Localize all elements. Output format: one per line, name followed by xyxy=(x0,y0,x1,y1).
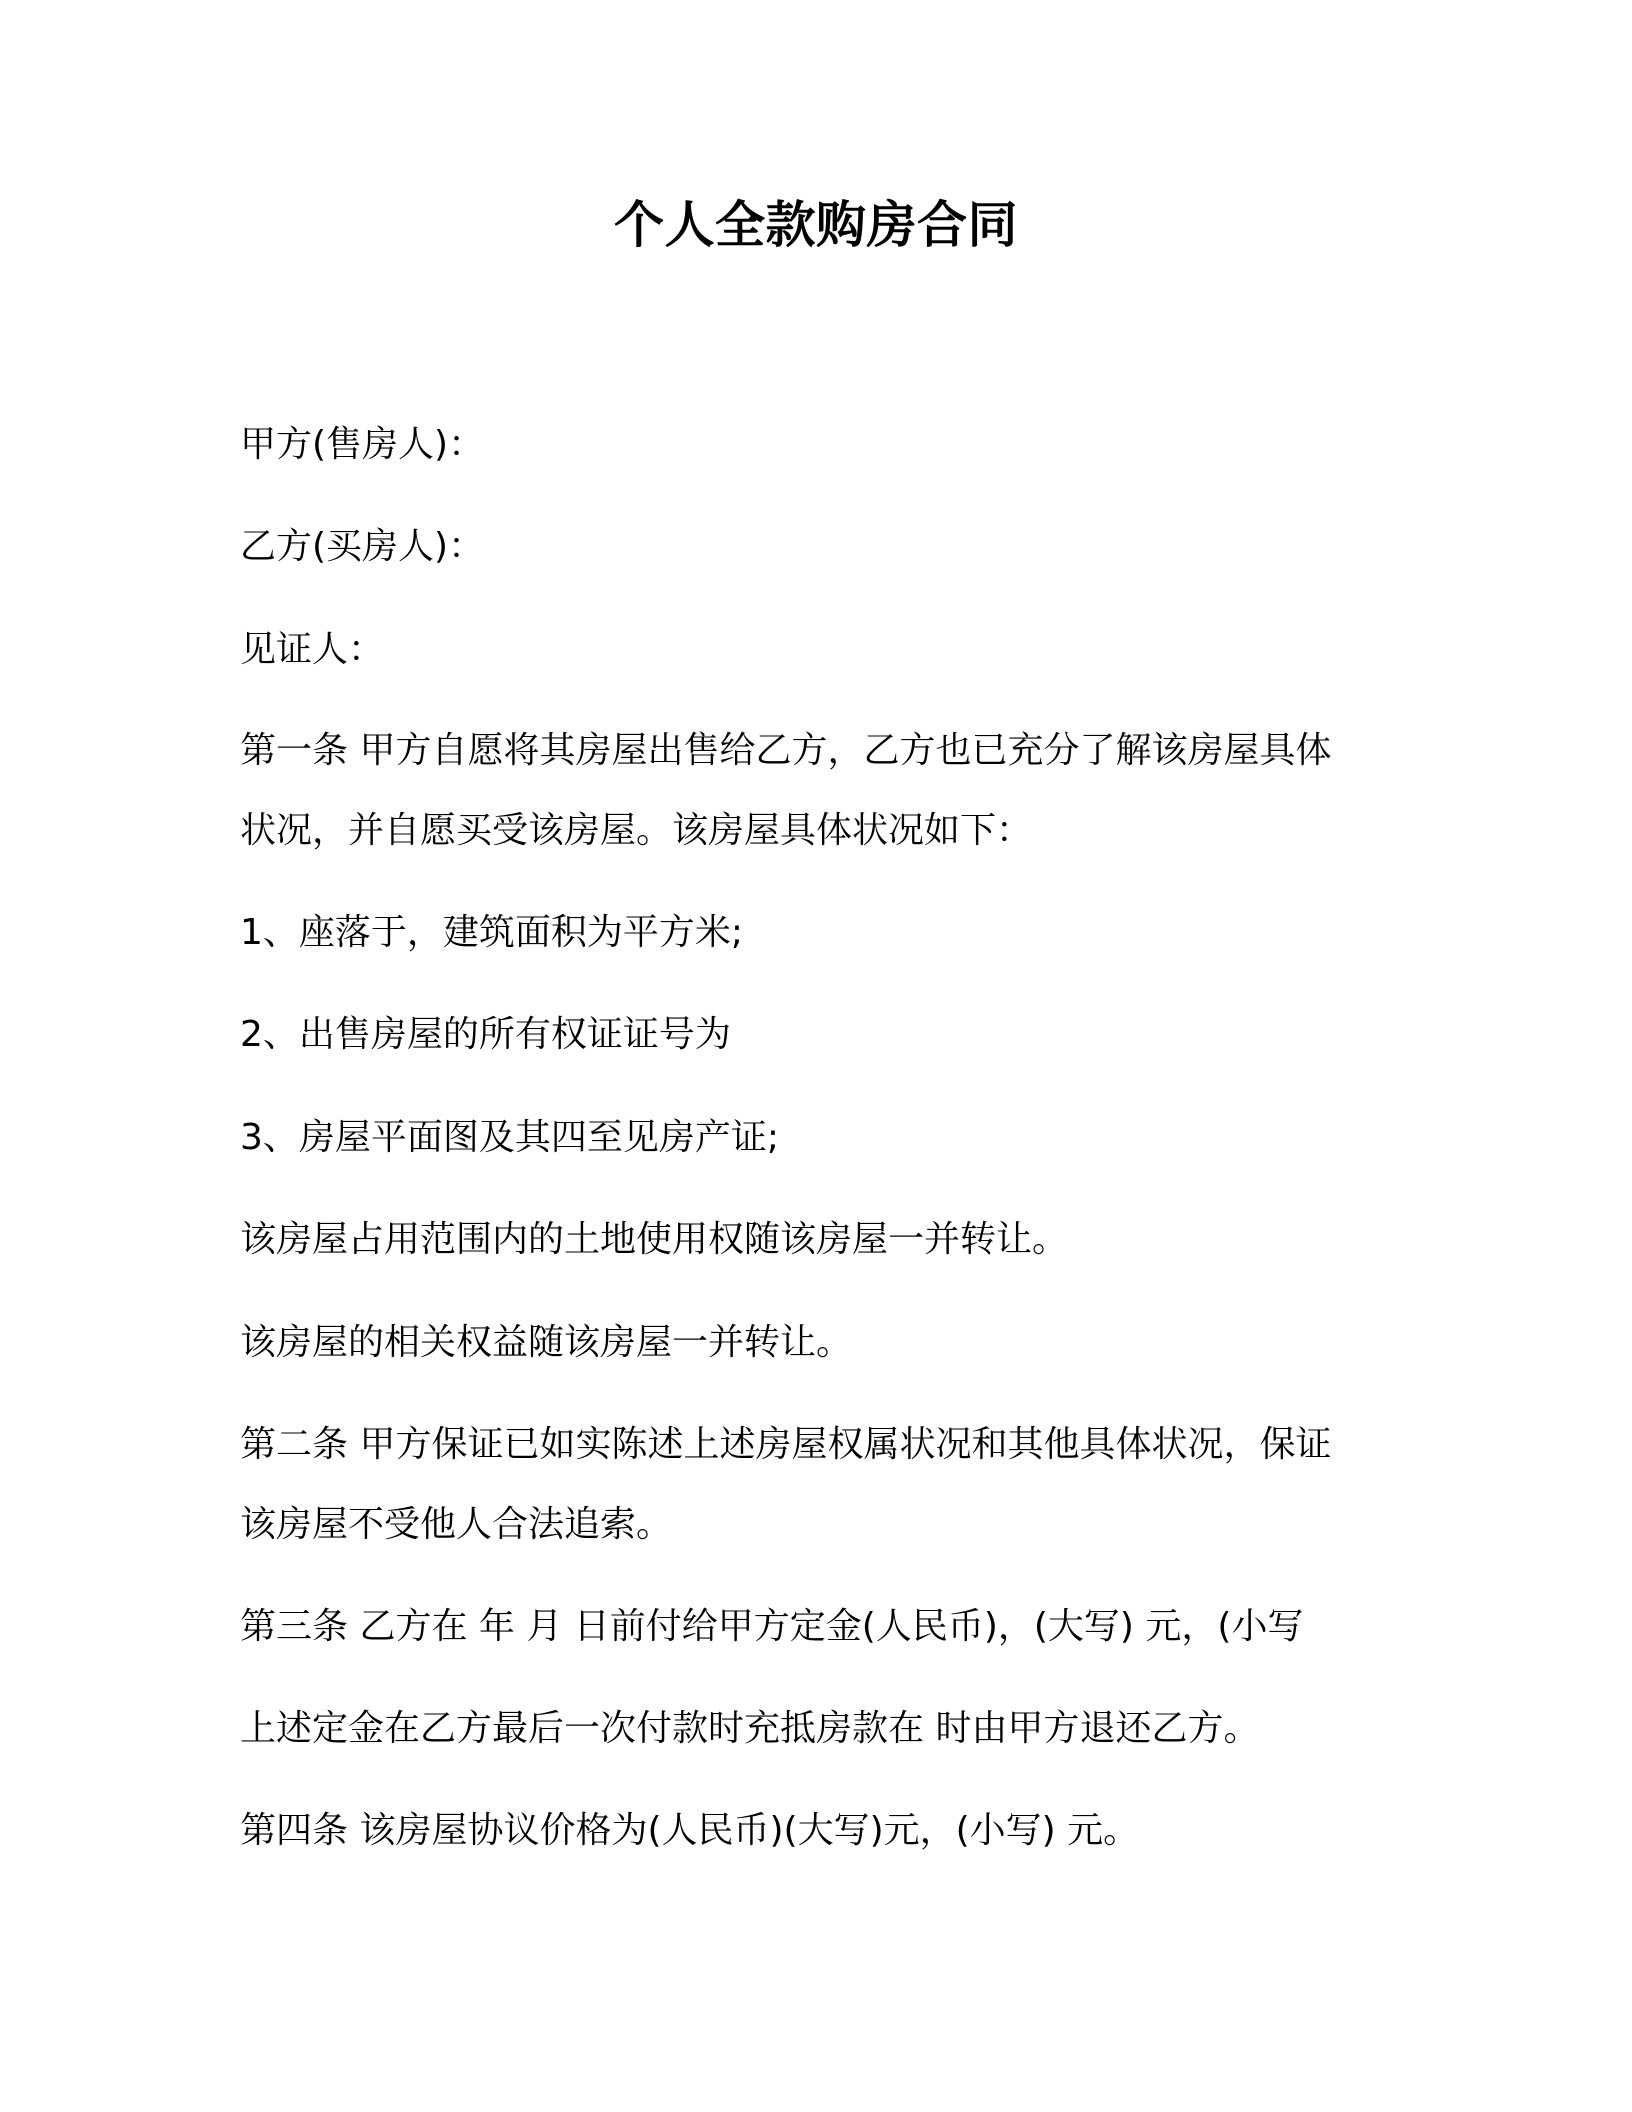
article-3-line-2: 上述定金在乙方最后一次付款时充抵房款在 时由甲方退还乙方。 xyxy=(240,1708,1260,1749)
related-rights-line: 该房屋的相关权益随该房屋一并转让。 xyxy=(240,1322,853,1363)
document-title: 个人全款购房合同 xyxy=(614,196,1018,254)
property-item-2: 2、出售房屋的所有权证证号为 xyxy=(240,1014,731,1055)
party-b-line: 乙方(买房人)： xyxy=(240,526,485,567)
land-rights-line: 该房屋占用范围内的土地使用权随该房屋一并转让。 xyxy=(240,1219,1069,1260)
property-item-1: 1、座落于，建筑面积为平方米; xyxy=(240,912,744,953)
article-2-line-2: 该房屋不受他人合法追索。 xyxy=(240,1504,673,1545)
article-4-line-1: 第四条 该房屋协议价格为(人民币)(大写)元，(小写) 元。 xyxy=(240,1810,1140,1851)
party-a-line: 甲方(售房人)： xyxy=(240,424,485,465)
article-1-line-2: 状况，并自愿买受该房屋。该房屋具体状况如下： xyxy=(240,810,1033,851)
property-item-3: 3、房屋平面图及其四至见房产证; xyxy=(240,1117,780,1158)
article-2-line-1: 第二条 甲方保证已如实陈述上述房屋权属状况和其他具体状况，保证 xyxy=(240,1424,1332,1465)
witness-line: 见证人： xyxy=(240,629,385,670)
article-3-line-1: 第三条 乙方在 年 月 日前付给甲方定金(人民币)，(大写) 元，(小写 xyxy=(240,1606,1304,1647)
article-1-line-1: 第一条 甲方自愿将其房屋出售给乙方，乙方也已充分了解该房屋具体 xyxy=(240,730,1332,771)
